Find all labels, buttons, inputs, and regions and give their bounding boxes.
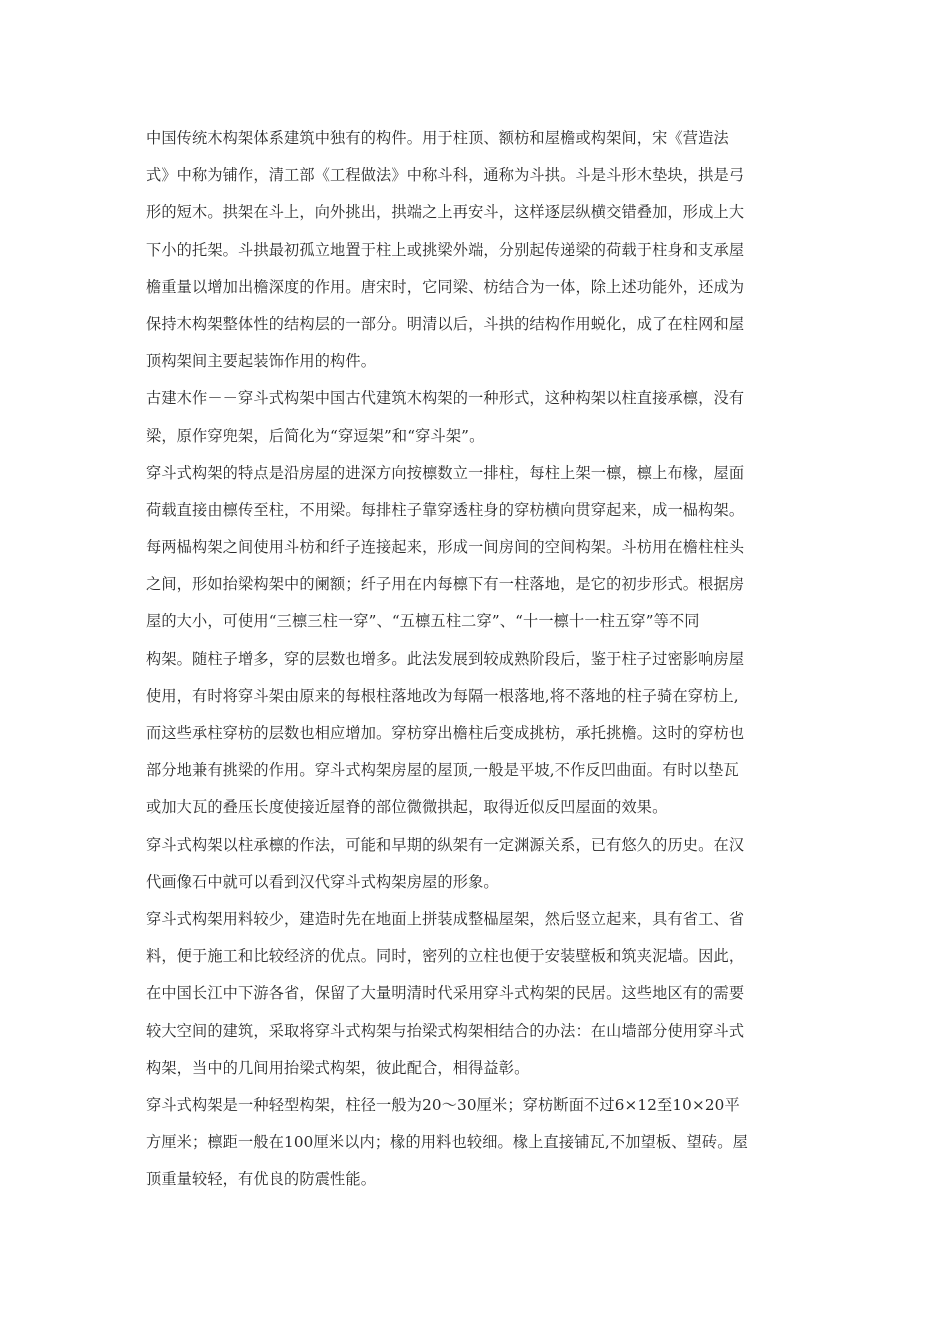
document-body [146, 120, 808, 1198]
text-line: 之间，形如抬梁构架中的阑额；纤子用在内每檩下有一柱落地，是它的初步形式。根据房 [146, 575, 745, 594]
text-line: 穿斗式构架用料较少，建造时先在地面上拼装成整榀屋架，然后竖立起来，具有省工、省 [146, 909, 745, 928]
text-line: 使用，有时将穿斗架由原来的每根柱落地改为每隔一根落地,将不落地的柱子骑在穿枋上, [146, 686, 739, 705]
text-line: 而这些承柱穿枋的层数也相应增加。穿枋穿出檐柱后变成挑枋，承托挑檐。这时的穿枋也 [146, 724, 745, 742]
text-line: 代画像石中就可以看到汉代穿斗式构架房屋的形象。 [146, 872, 499, 891]
text-line: 荷载直接由檩传至柱，不用梁。每排柱子靠穿透柱身的穿枋横向贯穿起来，成一榀构架。 [146, 500, 745, 519]
text-line: 构架。随柱子增多，穿的层数也增多。此法发展到较成熟阶段后，鉴于柱子过密影响房屋 [146, 649, 745, 668]
text-line: 顶重量较轻，有优良的防震性能。 [146, 1170, 377, 1189]
text-line: 构架，当中的几间用抬梁式构架，彼此配合，相得益彰。 [146, 1058, 530, 1077]
text-line: 穿斗式构架的特点是沿房屋的进深方向按檩数立一排柱，每柱上架一檩，檩上布椽，屋面 [146, 463, 745, 482]
text-line: 下小的托架。斗拱最初孤立地置于柱上或挑梁外端，分别起传递梁的荷载于柱身和支承屋 [146, 240, 745, 259]
text-line: 檐重量以增加出檐深度的作用。唐宋时，它同梁、枋结合为一体，除上述功能外，还成为 [146, 277, 745, 296]
text-line: 屋的大小，可使用“三檩三柱一穿”、“五檩五柱二穿”、“十一檩十一柱五穿”等不同 [146, 612, 700, 631]
text-line: 在中国长江中下游各省，保留了大量明清时代采用穿斗式构架的民居。这些地区有的需要 [146, 984, 745, 1003]
text-line: 式》中称为铺作，清工部《工程做法》中称斗科，通称为斗拱。斗是斗形木垫块，拱是弓 [146, 166, 745, 185]
text-line: 料，便于施工和比较经济的优点。同时，密列的立柱也便于安装壁板和筑夹泥墙。因此， [146, 947, 745, 966]
text-line: 较大空间的建筑，采取将穿斗式构架与抬梁式构架相结合的办法：在山墙部分使用穿斗式 [146, 1021, 745, 1040]
text-line: 方厘米；檩距一般在100厘米以内；椽的用料也较细。椽上直接铺瓦,不加望板、望砖。屋 [146, 1133, 748, 1152]
text-line: 梁，原作穿兜架，后简化为“穿逗架”和“穿斗架”。 [146, 426, 485, 445]
text-line: 中国传统木构架体系建筑中独有的构件。用于柱顶、额枋和屋檐或构架间，宋《营造法 [146, 129, 729, 147]
text-line: 部分地兼有挑梁的作用。穿斗式构架房屋的屋顶,一般是平坡,不作反凹曲面。有时以垫瓦 [146, 761, 739, 780]
text-line: 穿斗式构架是一种轻型构架，柱径一般为20～30厘米；穿枋断面不过6×12至10×20平 [146, 1095, 740, 1114]
text-line: 穿斗式构架以柱承檩的作法，可能和早期的纵架有一定渊源关系，已有悠久的历史。在汉 [146, 835, 745, 854]
text-line: 每两榀构架之间使用斗枋和纤子连接起来，形成一间房间的空间构架。斗枋用在檐柱柱头 [146, 538, 745, 557]
text-line: 顶构架间主要起装饰作用的构件。 [146, 352, 377, 371]
text-line: 形的短木。拱架在斗上，向外挑出，拱端之上再安斗，这样逐层纵横交错叠加，形成上大 [146, 203, 745, 222]
text-line: 保持木构架整体性的结构层的一部分。明清以后，斗拱的结构作用蜕化，成了在柱网和屋 [146, 314, 745, 333]
text-line: 或加大瓦的叠压长度使接近屋脊的部位微微拱起，取得近似反凹屋面的效果。 [146, 798, 668, 817]
text-line: 古建木作－－穿斗式构架中国古代建筑木构架的一种形式，这种构架以柱直接承檩，没有 [146, 389, 745, 408]
